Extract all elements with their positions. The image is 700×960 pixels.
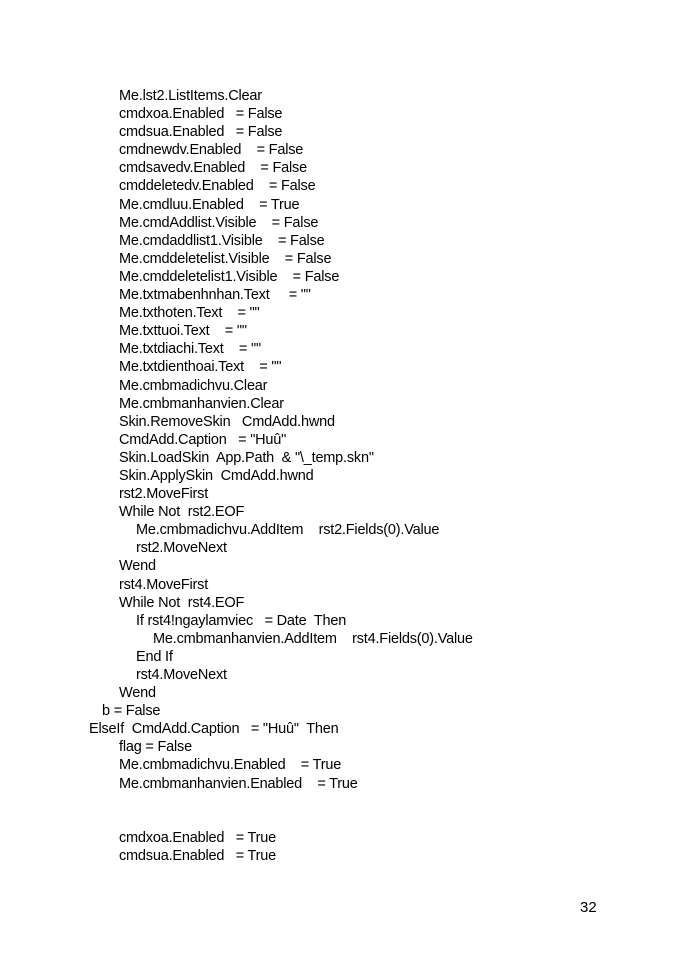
code-line: cmdxoa.Enabled = True — [119, 829, 277, 846]
code-line: flag = False — [119, 739, 192, 756]
code-line: rst2.MoveNext — [136, 540, 227, 557]
blank-line — [0, 811, 700, 829]
code-line: Wend — [119, 685, 156, 702]
code-line: Skin.RemoveSkin CmdAdd.hwnd — [119, 413, 335, 430]
code-line: If rst4!ngaylamviec = Date Then — [136, 612, 347, 629]
code-line: Me.txtdiachi.Text = "" — [119, 341, 261, 358]
code-line: Me.txttuoi.Text = "" — [119, 323, 247, 340]
code-line: While Not rst2.EOF — [119, 504, 245, 521]
code-line: End If — [136, 648, 173, 665]
code-line: b = False — [102, 703, 161, 720]
code-line: Skin.LoadSkin App.Path & "\_temp.skn" — [119, 449, 374, 466]
code-line: Me.cmdAddlist.Visible = False — [119, 214, 319, 231]
code-line: While Not rst4.EOF — [119, 594, 245, 611]
code-line: Me.txtdienthoai.Text = "" — [119, 359, 282, 376]
code-line: Me.lst2.ListItems.Clear — [119, 88, 262, 104]
code-line: cmdsua.Enabled = False — [119, 124, 283, 141]
code-line: Me.cmbmadichvu.Clear — [119, 377, 268, 394]
code-line: cmdnewdv.Enabled = False — [119, 142, 304, 159]
code-line: cmdsua.Enabled = True — [119, 847, 277, 864]
blank-line — [0, 793, 700, 811]
code-line: cmdsavedv.Enabled = False — [119, 160, 307, 177]
code-line: rst4.MoveFirst — [119, 576, 209, 593]
code-line: rst2.MoveFirst — [119, 486, 209, 503]
code-line: Me.cmbmanhanvien.Clear — [119, 395, 284, 412]
code-line: Me.txthoten.Text = "" — [119, 305, 260, 322]
code-line: Me.cmbmadichvu.AddItem rst2.Fields(0).Value — [136, 522, 440, 539]
code-line: ElseIf CmdAdd.Caption = "Huû" Then — [89, 721, 339, 738]
code-line: Me.cmbmadichvu.Enabled = True — [119, 757, 342, 774]
code-line: cmdxoa.Enabled = False — [119, 106, 283, 123]
code-line: Me.cmdluu.Enabled = True — [119, 196, 300, 213]
code-line: Me.cmddeletelist1.Visible = False — [119, 268, 340, 285]
code-listing — [0, 87, 700, 865]
code-line: Me.cmbmanhanvien.Enabled = True — [119, 775, 358, 792]
code-line: CmdAdd.Caption = "Huû" — [119, 431, 287, 448]
page-number: 32 — [580, 899, 597, 916]
code-line: Wend — [119, 558, 156, 575]
code-line: rst4.MoveNext — [136, 667, 227, 683]
code-line: Skin.ApplySkin CmdAdd.hwnd — [119, 467, 314, 484]
code-line: cmddeletedv.Enabled = False — [119, 178, 316, 195]
code-line: Me.txtmabenhnhan.Text = "" — [119, 287, 311, 304]
code-line: Me.cmbmanhanvien.AddItem rst4.Fields(0).Value — [153, 630, 473, 647]
code-line: Me.cmddeletelist.Visible = False — [119, 250, 332, 267]
code-line: Me.cmdaddlist1.Visible = False — [119, 232, 325, 249]
